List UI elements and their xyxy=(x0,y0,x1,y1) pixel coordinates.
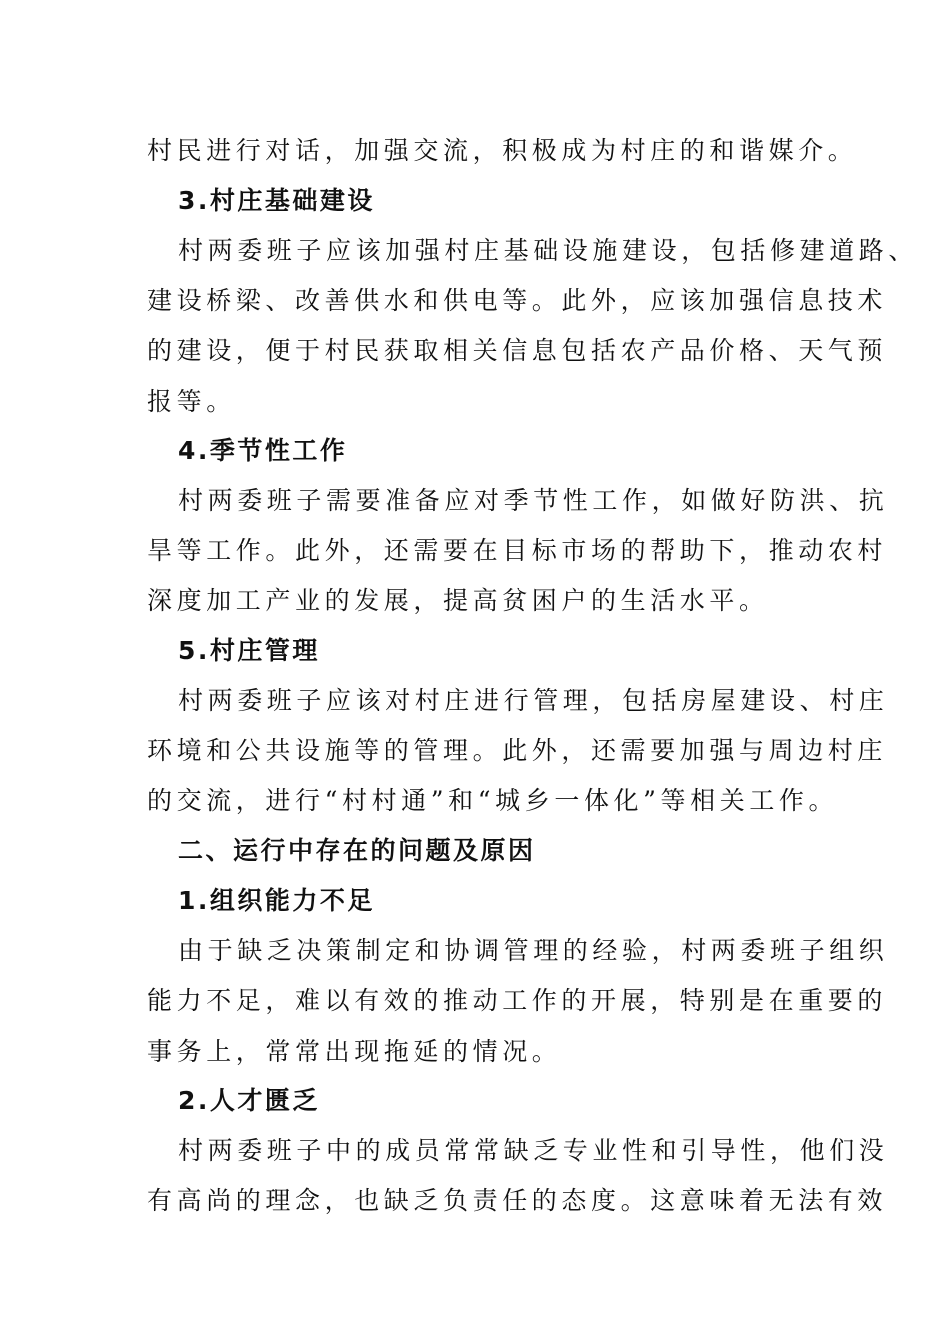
paragraph-line: 村两委班子应该对村庄进行管理，包括房屋建设、村庄 xyxy=(178,686,889,715)
heading-seasonal-work: 4.季节性工作 xyxy=(178,436,348,465)
paragraph-line: 建设桥梁、改善供水和供电等。此外，应该加强信息技术 xyxy=(147,286,888,315)
paragraph-line: 由于缺乏决策制定和协调管理的经验，村两委班子组织 xyxy=(178,936,889,965)
paragraph-line: 村民进行对话，加强交流，积极成为村庄的和谐媒介。 xyxy=(147,136,858,165)
section-heading-problems: 二、运行中存在的问题及原因 xyxy=(178,836,536,865)
paragraph-line: 的交流，进行“村村通”和“城乡一体化”等相关工作。 xyxy=(147,786,839,815)
paragraph-line: 事务上，常常出现拖延的情况。 xyxy=(147,1037,562,1066)
paragraph-line: 报等。 xyxy=(147,387,236,416)
paragraph-line: 村两委班子应该加强村庄基础设施建设，包括修建道路、 xyxy=(178,236,919,265)
heading-village-management: 5.村庄管理 xyxy=(178,636,320,665)
paragraph-line: 的建设，便于村民获取相关信息包括农产品价格、天气预 xyxy=(147,336,888,365)
paragraph-line: 环境和公共设施等的管理。此外，还需要加强与周边村庄 xyxy=(147,736,888,765)
heading-talent-shortage: 2.人才匮乏 xyxy=(178,1086,320,1115)
paragraph-line: 深度加工产业的发展，提高贫困户的生活水平。 xyxy=(147,586,769,615)
paragraph-line: 村两委班子中的成员常常缺乏专业性和引导性，他们没 xyxy=(178,1136,889,1165)
heading-village-infrastructure: 3.村庄基础建设 xyxy=(178,186,375,215)
paragraph-line: 村两委班子需要准备应对季节性工作，如做好防洪、抗 xyxy=(178,486,889,515)
paragraph-line: 能力不足，难以有效的推动工作的开展，特别是在重要的 xyxy=(147,986,888,1015)
paragraph-line: 旱等工作。此外，还需要在目标市场的帮助下，推动农村 xyxy=(147,536,888,565)
heading-organizational-ability: 1.组织能力不足 xyxy=(178,886,375,915)
paragraph-line: 有高尚的理念，也缺乏负责任的态度。这意味着无法有效 xyxy=(147,1186,888,1215)
